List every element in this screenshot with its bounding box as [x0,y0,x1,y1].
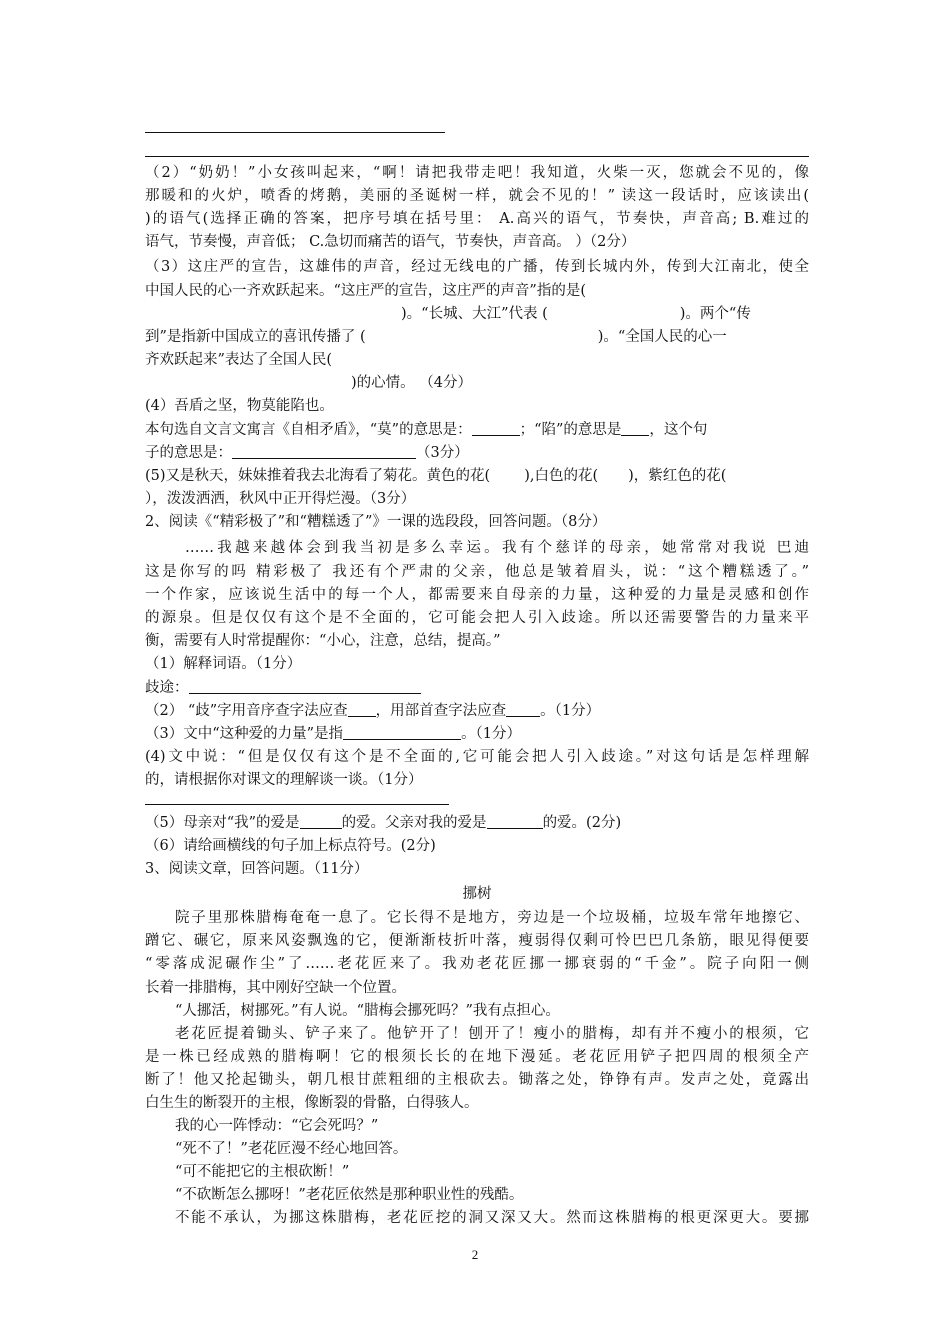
q1-p3-line4-a: 到”是指新中国成立的喜讯传播了 ( [145,329,366,345]
q1-p5-line1 [145,465,726,487]
article-line: 白生生的断裂开的主根，像断裂的骨骼，白得骇人。 [145,1095,479,1111]
q1-p3-line3-a: )。“长城、大江”代表 ( [401,306,548,322]
q2-passage-line: 衡，需要有人时常提醒你：“小心，注意，总结，提高。” [145,633,501,649]
article-line: 不能不承认，为挪这株腊梅，老花匠挖的洞又深又大。然而这株腊梅的根更深更大。要挪 [175,1210,809,1226]
q2-passage-line: 这是你写的吗 精彩极了 我还有个严肃的父亲，他总是皱着眉头，说：“这个糟糕透了。” [145,564,809,580]
q3-heading: 3、阅读文章，回答问题。（11分） [145,861,369,877]
q2-sub3-a: （3）文中“这种爱的力量”是指 [145,726,344,742]
q2-sub1-word [145,677,421,699]
article-line: 蹭它、碾它，原来风姿飘逸的它，便渐渐枝折叶落，瘦弱得仅剩可怜巴巴几条筋，眼见得便要 [145,933,809,949]
answer-blank[interactable] [300,813,342,829]
article-line: “可不能把它的主根砍断！” [175,1164,350,1180]
q2-passage-line: 的源泉。但是仅仅有这个是不全面的，它可能会把人引入歧途。所以还需要警告的力量来平 [145,610,809,626]
q1-p4-line2-c: ，这个句 [649,422,708,438]
q1-p3-line6 [145,372,472,394]
q2-sub2-a: （2） “歧”字用音序查字法应查 [145,703,348,719]
q1-p4-line3-b: （3分） [416,445,469,461]
answer-blank[interactable] [472,420,520,436]
q2-sub3-b: 。（1分） [461,726,522,742]
q2-sub2-c: 。（1分） [540,703,601,719]
page-number: 2 [471,1247,479,1262]
q1-p5-line1-c: )，紫红色的花( [628,468,727,484]
answer-line [145,156,809,157]
article-line: “零落成泥碾作尘”了……老花匠来了。我劝老花匠挪一挪衰弱的“千金”。院子向阳一侧 [145,956,809,972]
q2-sub4-line1: (4)文中说：“但是仅仅有这个是不全面的,它可能会把人引入歧途。”对这句话是怎样理解 [145,749,809,765]
answer-blank[interactable] [487,813,543,829]
q2-sub5 [145,812,621,834]
answer-line [145,132,445,133]
q2-sub1-word-label: 歧途： [145,680,189,696]
q1-p3-line3 [145,303,751,325]
q1-p2-line4: 语气，节奏慢，声音低； C.急切而痛苦的语气，节奏快，声音高。 ）（2分） [145,234,636,250]
q2-sub6: （6）请给画横线的句子加上标点符号。(2分) [145,838,436,854]
q1-p4-line2 [145,419,707,441]
article-line: 院子里那株腊梅奄奄一息了。它长得不是地方，旁边是一个垃圾桶，垃圾车常年地擦它、 [175,910,809,926]
q1-p2-line1: （2）“奶奶！”小女孩叫起来，“啊！请把我带走吧！我知道，火柴一灭，您就会不见的，像 [145,165,809,181]
q2-passage-line: 一个作家，应该说生活中的每一个人，都需要来自母亲的力量，这种爱的力量是灵感和创作 [145,587,809,603]
q1-p4-line3-a: 子的意思是： [145,445,232,461]
q1-p3-line6-text: )的心情。 （4分） [351,375,472,391]
q2-sub2-b: ，用部首查字法应查 [375,703,507,719]
q1-p5-line2: ），泼泼洒洒，秋风中正开得烂漫。（3分） [145,491,416,507]
q2-sub4-line2: 的，请根据你对课文的理解谈一谈。（1分） [145,772,423,788]
q1-p4-line2-a: 本句选自文言文寓言《自相矛盾》，“莫”的意思是： [145,422,472,438]
article-line: “不砍断怎么挪呀！”老花匠依然是那种职业性的残酷。 [175,1187,524,1203]
q2-sub5-c: 的爱。(2分) [542,815,622,831]
q2-sub5-b: 的爱。父亲对我的爱是 [341,815,487,831]
answer-line [145,804,449,805]
q1-p4-line3 [145,442,469,464]
article-line: “人挪活，树挪死。”有人说。“腊梅会挪死吗？”我有点担心。 [175,1003,560,1019]
q2-sub1: （1）解释词语。（1分） [145,656,302,672]
q1-p3-line5: 齐欢跃起来”表达了全国人民( [145,352,333,368]
q1-p3-line4-b: )。“全国人民的心一 [597,329,727,345]
answer-blank[interactable] [232,443,416,459]
q1-p2-line2: 那暖和的火炉，喷香的烤鹅，美丽的圣诞树一样，就会不见的！” 读这一段话时，应该读出( [145,188,809,204]
q1-p3-line4 [145,326,727,348]
q1-p4-line1: (4）吾盾之坚，物莫能陷也。 [145,398,334,414]
q1-p5-line1-a: (5)又是秋天，妹妹推着我去北海看了菊花。黄色的花( [145,468,491,484]
q2-heading: 2、阅读《“精彩极了”和“糟糕透了”》一课的选段段，回答问题。（8分） [145,514,607,530]
answer-blank[interactable] [506,701,540,717]
answer-blank[interactable] [621,420,649,436]
article-line: “死不了！”老花匠漫不经心地回答。 [175,1141,408,1157]
q1-p3-line3-b: )。两个“传 [679,306,751,322]
q1-p5-line1-b: ),白色的花( [524,468,599,484]
answer-blank[interactable] [343,724,461,740]
article-line: 是一株已经成熟的腊梅啊！它的根须长长的在地下漫延。老花匠用铲子把四周的根须全产 [145,1049,809,1065]
q2-sub3 [145,723,521,745]
q1-p3-line1: （3）这庄严的宣告，这雄伟的声音，经过无线电的广播，传到长城内外，传到大江南北，使全 [145,259,809,275]
article-title: 挪树 [462,886,492,902]
article-line: 断了！他又抡起锄头，朝几根甘蔗粗细的主根砍去。锄落之处，铮铮有声。发声之处，竟露出 [145,1072,809,1088]
answer-blank[interactable] [348,701,376,717]
article-line: 老花匠提着锄头、铲子来了。他铲开了！刨开了！瘦小的腊梅，却有并不瘦小的根须，它 [175,1026,809,1042]
q2-sub5-a: （5）母亲对“我”的爱是 [145,815,300,831]
article-line: 我的心一阵悸动：“它会死吗？” [175,1118,379,1134]
q1-p3-line2: 中国人民的心一齐欢跃起来。“这庄严的宣告，这庄严的声音”指的是( [145,283,586,299]
q1-p4-line2-b: ；“陷”的意思是 [519,422,622,438]
article-line: 长着一排腊梅，其中刚好空缺一个位置。 [145,980,406,996]
answer-blank[interactable] [189,678,421,694]
q2-passage-line: ……我越来越体会到我当初是多么幸运。我有个慈详的母亲，她常常对我说 巴迪 [185,540,809,556]
q1-p2-line3: )的语气(选择正确的答案，把序号填在括号里： A.高兴的语气，节奏快，声音高; B.难过的 [145,211,809,227]
q2-sub2 [145,700,600,722]
